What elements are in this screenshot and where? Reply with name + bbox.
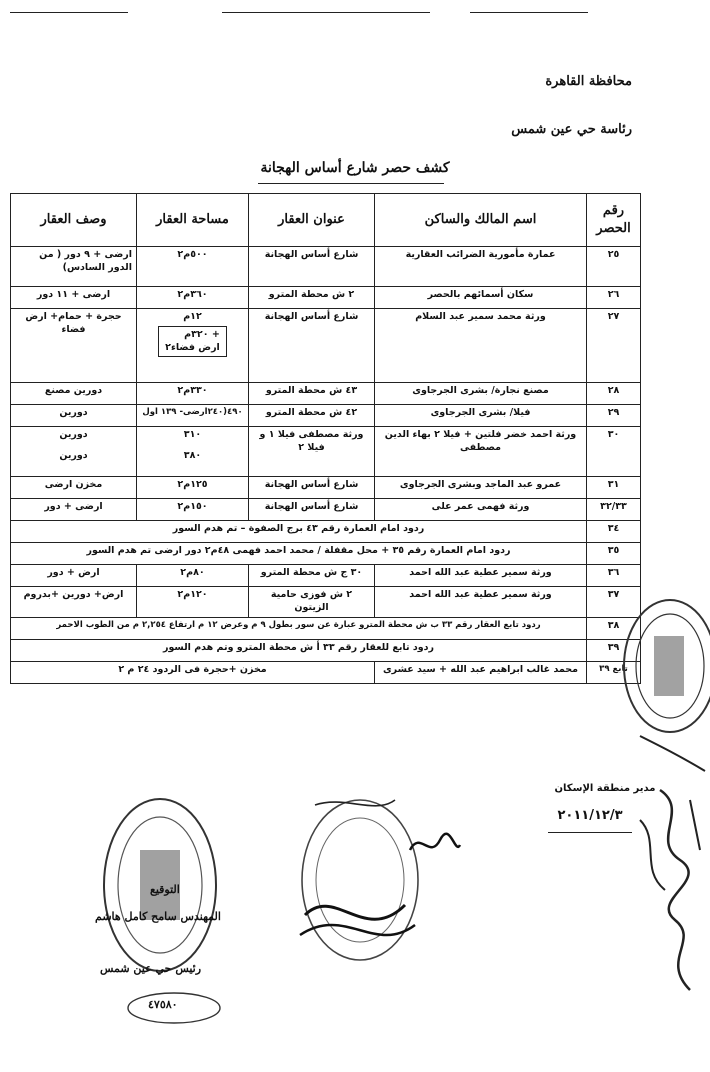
top-rule-mid: [222, 12, 430, 13]
address-cell: ٢ ش فوزى حامية الزيتون: [249, 587, 375, 618]
owner-cell: ورثة فهمى عمر على: [375, 499, 587, 521]
owner-cell: عمرو عبد الماجد وبشرى الجرجاوى: [375, 477, 587, 499]
table-row: [11, 247, 641, 287]
area-value: ٣٨٠: [183, 449, 202, 461]
address-cell: شارع أساس الهجانة: [249, 247, 375, 287]
seal-number: ٤٧٥٨٠: [148, 998, 178, 1011]
row-number: تابع ٣٩: [587, 661, 641, 683]
owner-cell: ورثة احمد خضر فلتين + فيلا ٢ بهاء الدين مصطفى: [375, 427, 587, 477]
merged-note-cell: ردود تابع للعقار رقم ٣٣ أ ش محطة المترو وتم هدم السور: [11, 639, 587, 661]
document-title: كشف حصر شارع أساس الهجانة: [260, 160, 450, 176]
governorate-heading: محافظة القاهرة: [545, 74, 632, 89]
row-number: ٣٧: [587, 587, 641, 618]
description-cell: ارضى + ٩ دور ( من الدور السادس): [11, 247, 137, 287]
address-cell: ٤٢ ش محطة المترو: [249, 405, 375, 427]
table-row: [11, 617, 641, 639]
round-stamp-center-icon: [285, 785, 435, 985]
top-rule-right: [470, 12, 588, 13]
table-row: [11, 383, 641, 405]
row-number: ٣٩: [587, 639, 641, 661]
area-cell: ١٢٠م٢: [137, 587, 249, 618]
signature-date: ٢٠١١/١٢/٣: [557, 808, 623, 823]
owner-cell: مصنع نجارة/ بشرى الجرجاوى: [375, 383, 587, 405]
housing-director-label: مدير منطقة الإسكان: [554, 783, 656, 794]
table-row: [11, 521, 641, 543]
area-cell: ٨٠م٢: [137, 565, 249, 587]
owner-cell: ورثة سمير عطية عبد الله احمد: [375, 565, 587, 587]
row-number: ٣١: [587, 477, 641, 499]
table-row: [11, 477, 641, 499]
description-cell: مخزن ارضى: [11, 477, 137, 499]
handwritten-initials-icon: [405, 825, 465, 865]
description-cell: حجرة + حمام+ ارض فضاء: [11, 309, 137, 383]
address-cell: ورثة مصطفى فيلا ١ و فيلا ٢: [249, 427, 375, 477]
address-cell: ٣٠ ج ش محطة المترو: [249, 565, 375, 587]
column-header: عنوان العقار: [249, 194, 375, 247]
row-number: ٢٧: [587, 309, 641, 383]
title-underline: [258, 183, 444, 184]
row-number: ٢٨: [587, 383, 641, 405]
address-cell: شارع أساس الهجانة: [249, 477, 375, 499]
merged-note-cell: ردود تابع العقار رقم ٣٣ ب ش محطة المترو عبارة عن سور بطول ٩ م وعرض ١٢ م ارتفاع ٢,٢٥٤ م من الطوب الاحمر: [11, 617, 587, 639]
table-row: [11, 287, 641, 309]
table-row: [11, 661, 641, 683]
table-row: [11, 405, 641, 427]
owner-cell: عمارة مأمورية الضرائب العقارية: [375, 247, 587, 287]
address-cell: شارع أساس الهجانة: [249, 309, 375, 383]
address-cell: شارع أساس الهجانة: [249, 499, 375, 521]
row-number: ٢٥: [587, 247, 641, 287]
owner-cell: ورثة محمد سمير عبد السلام: [375, 309, 587, 383]
area-box-line: + ٣٢٠م: [184, 328, 220, 340]
area-cell: ٣٣٠م٢: [137, 383, 249, 405]
table-row: [11, 639, 641, 661]
row-number: ٢٩: [587, 405, 641, 427]
row-number: ٣٥: [587, 543, 641, 565]
stamp-signature-label: التوقيع: [150, 883, 180, 896]
column-header: وصف العقار: [11, 194, 137, 247]
area-cell: ٣٦٠م٢: [137, 287, 249, 309]
row-number: ٢٦: [587, 287, 641, 309]
table-header-row: [11, 194, 641, 247]
description-cell: [11, 427, 137, 477]
top-rule-left: [10, 12, 128, 13]
area-cell: [137, 427, 249, 477]
address-cell: ٤٣ ش محطة المترو: [249, 383, 375, 405]
area-box-line: ارض فضاء٢: [165, 341, 220, 353]
description-line: دورين: [59, 429, 88, 440]
column-header: رقم الحصر: [587, 194, 641, 247]
description-cell: ارض+ دورين +بدروم: [11, 587, 137, 618]
merged-note-cell: ردود امام العمارة رقم ٤٣ برج الصفوة – تم هدم السور: [11, 521, 587, 543]
row-number: ٣٢/٣٣: [587, 499, 641, 521]
table-row: [11, 499, 641, 521]
merged-note-cell: ردود امام العمارة رقم ٣٥ + محل مقفلة / محمد احمد فهمى ٤٨م٢ دور ارضى تم هدم السور: [11, 543, 587, 565]
area-value: ١٢م: [183, 311, 202, 322]
survey-table: [10, 193, 641, 684]
description-cell: دورين: [11, 405, 137, 427]
round-stamp-right-icon: [610, 596, 710, 786]
table-row: [11, 587, 641, 618]
area-cell: ٥٠٠م٢: [137, 247, 249, 287]
area-cell: [137, 309, 249, 383]
owner-cell: ورثة سمير عطية عبد الله احمد: [375, 587, 587, 618]
owner-cell: محمد غالب ابراهيم عبد الله + سيد عشرى: [375, 661, 587, 683]
description-cell: دورين مصنع: [11, 383, 137, 405]
row-number: ٣٤: [587, 521, 641, 543]
column-header: اسم المالك والساكن: [375, 194, 587, 247]
table-row: [11, 427, 641, 477]
area-value: ٣١٠: [183, 429, 202, 440]
column-header: مساحة العقار: [137, 194, 249, 247]
description-cell: ارضى + دور: [11, 499, 137, 521]
row-number: ٣٠: [587, 427, 641, 477]
table-row: [11, 309, 641, 383]
row-number: ٣٨: [587, 617, 641, 639]
district-heading: رئاسة حي عين شمس: [511, 122, 632, 137]
owner-cell: سكان أسمائهم بالحصر: [375, 287, 587, 309]
row-number: ٣٦: [587, 565, 641, 587]
engineer-name: المهندس سامح كامل هاشم: [95, 910, 221, 923]
area-cell: ١٢٥م٢: [137, 477, 249, 499]
address-cell: ٢ ش محطة المترو: [249, 287, 375, 309]
table-row: [11, 543, 641, 565]
table-row: [11, 565, 641, 587]
district-chief-label: رئيس حي عين شمس: [100, 962, 202, 975]
description-line: دورين: [59, 449, 88, 461]
date-underline: [548, 832, 632, 833]
area-cell: ٤٩٠(٢٤٠ارضى- ١٣٩ اول: [137, 405, 249, 427]
merged-note-cell: مخزن +حجرة فى الردود ٢٤ م ٢: [11, 661, 375, 683]
owner-cell: فيلا/ بشرى الجرجاوى: [375, 405, 587, 427]
area-box: [158, 326, 227, 358]
description-cell: ارضى + ١١ دور: [11, 287, 137, 309]
handwritten-signature-right-icon: [620, 780, 710, 1000]
description-cell: ارض + دور: [11, 565, 137, 587]
area-cell: ١٥٠م٢: [137, 499, 249, 521]
